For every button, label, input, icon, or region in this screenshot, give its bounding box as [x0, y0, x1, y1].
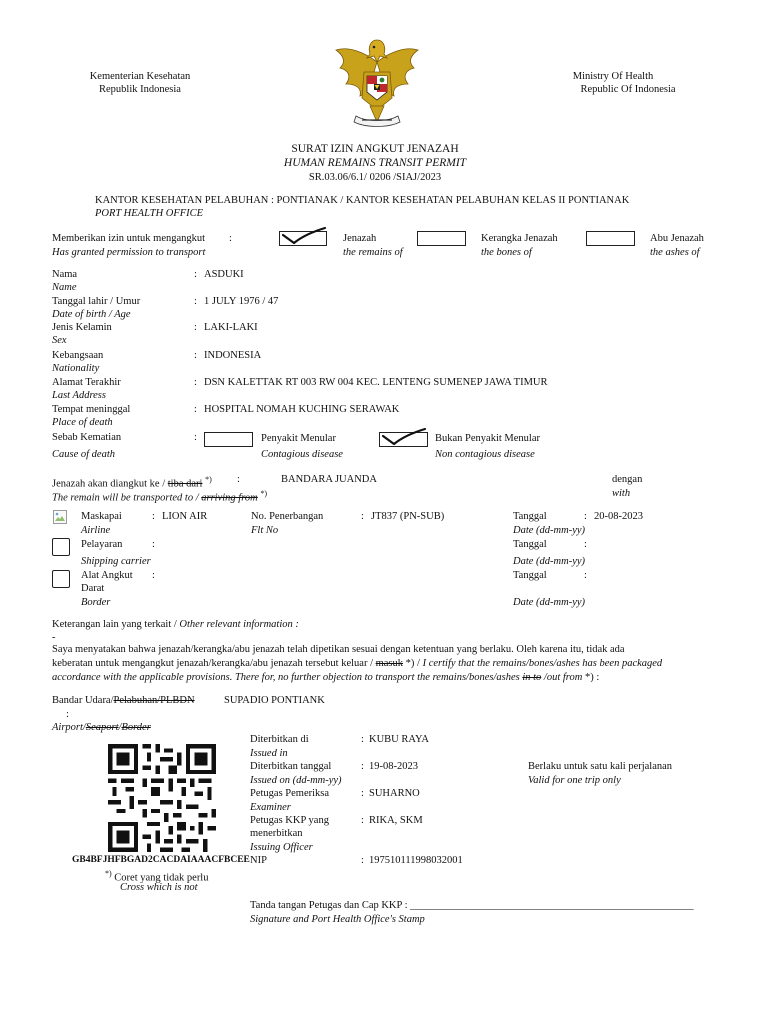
airline-value: LION AIR [162, 511, 208, 522]
contagious-checkbox[interactable] [204, 432, 253, 447]
land-label-line2: Darat [81, 583, 105, 594]
transport-colon: : [237, 474, 240, 485]
shipping-date-label-en: Date (dd-mm-yy) [513, 556, 586, 567]
contagious-option: Penyakit Menular [261, 433, 336, 444]
issued-in-label-en: Issued in [250, 748, 288, 759]
name-colon: : [194, 269, 197, 280]
issued-on-label-en: Issued on (dd-mm-yy) [250, 775, 342, 786]
airline-label: Maskapai [81, 511, 122, 522]
dob-label-en: Date of birth / Age [52, 309, 131, 320]
statement-line1: Saya menyatakan bahwa jenazah/kerangka/abu jenazah telah dipetikan sesuai dengan ketentuan yang berlaku. Oleh karena itu, tidak ada [52, 644, 625, 655]
bones-checkbox[interactable] [417, 231, 466, 246]
statement-line3 [52, 671, 599, 684]
non-contagious-option: Bukan Penyakit Menular [435, 433, 540, 444]
issuing-officer-label-line1: Petugas KKP yang [250, 815, 329, 826]
shipping-date-colon: : [584, 539, 587, 550]
name-label: Nama [52, 269, 78, 280]
address-label: Alamat Terakhir [52, 377, 121, 388]
flight-colon: : [361, 511, 364, 522]
remains-option: Jenazah [343, 233, 377, 244]
transport-label-en-footnote: *) [260, 489, 268, 498]
port-label-text: Bandar Udara/ [52, 695, 114, 706]
port-label [52, 694, 195, 707]
examiner-label-en: Examiner [250, 802, 291, 813]
transport-label-en-struck: arriving from [201, 492, 258, 504]
nationality-label: Kebangsaan [52, 350, 104, 361]
issued-on-value: 19-08-2023 [369, 761, 418, 772]
garuda-emblem-icon [334, 32, 420, 132]
airline-date-value: 20-08-2023 [594, 511, 643, 522]
strike-note-en: Cross which is not [120, 882, 198, 893]
statement-line2-text: keberatan untuk mengangkut jenazah/kerangka/abu jenazah tersebut keluar / [52, 658, 373, 669]
strike-note-footnote: *) [105, 869, 112, 878]
name-value: ASDUKI [204, 269, 244, 280]
shipping-label: Pelayaran [81, 539, 123, 550]
nationality-colon: : [194, 350, 197, 361]
land-label-line1: Alat Angkut [81, 570, 133, 581]
transport-label-text: Jenazah akan diangkut ke / [52, 478, 166, 490]
address-colon: : [194, 377, 197, 388]
issued-in-label: Diterbitkan di [250, 734, 309, 745]
republic-name-id: Republik Indonesia [99, 84, 181, 95]
permission-colon: : [229, 233, 232, 244]
ashes-option: Abu Jenazah [650, 233, 704, 244]
ministry-name-en: Ministry Of Health [572, 71, 654, 82]
airline-date-colon: : [584, 511, 587, 522]
office-name-en: PORT HEALTH OFFICE [95, 208, 204, 219]
land-label-en: Border [81, 597, 111, 608]
remains-option-en: the remains of [343, 247, 403, 258]
with-label: dengan [612, 474, 643, 485]
other-info-value: - [52, 632, 56, 643]
qr-code-text: GB4BFJHFBGAD2CACDAIAAACFBCEE [72, 855, 250, 865]
cause-label: Sebab Kematian [52, 432, 122, 443]
land-date-label: Tanggal [513, 570, 547, 581]
ashes-option-en: the ashes of [650, 247, 700, 258]
statement-line2-struck: masuk [375, 658, 404, 669]
shipping-checkbox[interactable] [52, 538, 70, 556]
port-value: SUPADIO PONTIANK [224, 695, 325, 706]
place-of-death-label: Tempat meninggal [52, 404, 131, 415]
port-label-en-struck2: Border [121, 722, 151, 733]
validity-note: Berlaku untuk satu kali perjalanan [528, 761, 673, 772]
sex-value: LAKI-LAKI [204, 322, 258, 333]
flight-label: No. Penerbangan [251, 511, 324, 522]
issuing-officer-label-line2: menerbitkan [250, 828, 303, 839]
airline-date-label-en: Date (dd-mm-yy) [513, 525, 586, 536]
transport-label-en [52, 487, 267, 505]
statement-line3-text: accordance with the applicable provisions. There for, no further objection to transport the remains/bones/ashes [52, 672, 520, 683]
broken-image-icon [53, 510, 67, 524]
shipping-colon: : [152, 539, 155, 550]
office-name: KANTOR KESEHATAN PELABUHAN : PONTIANAK / KANTOR KESEHATAN PELABUHAN KELAS II PONTIANAK [95, 195, 630, 206]
other-info-label-en: Other relevant information : [179, 619, 299, 630]
nip-value: 197510111998032001 [369, 855, 463, 866]
nip-colon: : [361, 855, 364, 866]
place-of-death-colon: : [194, 404, 197, 415]
issued-on-label: Diterbitkan tanggal [250, 761, 332, 772]
dob-label: Tanggal lahir / Umur [52, 296, 141, 307]
destination-value: BANDARA JUANDA [281, 474, 377, 485]
permission-label: Memberikan izin untuk mengangkut [52, 233, 206, 244]
permission-label-en: Has granted permission to transport [52, 247, 206, 258]
airline-colon: : [152, 511, 155, 522]
document-number: SR.03.06/6.1/ 0206 /SIAJ/2023 [308, 172, 442, 183]
check-icon [281, 226, 327, 246]
transport-label-footnote: *) [205, 475, 212, 484]
place-of-death-label-en: Place of death [52, 417, 113, 428]
shipping-date-label: Tanggal [513, 539, 547, 550]
dob-value: 1 JULY 1976 / 47 [204, 296, 279, 307]
other-info-label-text: Keterangan lain yang terkait / [52, 619, 177, 630]
airline-label-en: Airline [81, 525, 111, 536]
issued-in-colon: : [361, 734, 364, 745]
address-label-en: Last Address [52, 390, 106, 401]
cause-colon: : [194, 432, 197, 443]
sex-label-en: Sex [52, 335, 67, 346]
port-label-en-sep: / [118, 722, 122, 733]
land-checkbox[interactable] [52, 570, 70, 588]
document-title: SURAT IZIN ANGKUT JENAZAH [291, 143, 459, 155]
contagious-option-en: Contagious disease [261, 449, 343, 460]
flight-value: JT837 (PN-SUB) [371, 511, 445, 522]
non-contagious-option-en: Non contagious disease [435, 449, 535, 460]
issuing-officer-value: RIKA, SKM [369, 815, 423, 826]
transport-label-struck: tiba dari [167, 478, 203, 490]
port-label-en-text: Airport/ [52, 722, 86, 733]
statement-line3-struck: in to [522, 672, 542, 683]
issuing-officer-label-en: Issuing Officer [250, 842, 313, 853]
statement-line3-out: /out from [543, 672, 583, 683]
bones-option-en: the bones of [481, 247, 532, 258]
signature-label: Tanda tangan Petugas dan Cap KKP : ______________________________________________________ [250, 900, 694, 911]
document-title-en: HUMAN REMAINS TRANSIT PERMIT [283, 157, 467, 169]
statement-line3-footnote: *) : [584, 672, 600, 683]
qr-code-icon [106, 744, 218, 852]
republic-name-en: Republic Of Indonesia [580, 84, 676, 95]
port-colon: : [66, 709, 69, 720]
bones-option: Kerangka Jenazah [481, 233, 558, 244]
place-of-death-value: HOSPITAL NOMAH KUCHING SERAWAK [204, 404, 400, 415]
sex-colon: : [194, 322, 197, 333]
port-label-en [52, 721, 151, 734]
other-info-label [52, 618, 299, 631]
dob-colon: : [194, 296, 197, 307]
signature-label-en: Signature and Port Health Office's Stamp [250, 914, 425, 925]
flight-label-en: Flt No [251, 525, 279, 536]
nationality-value: INDONESIA [204, 350, 262, 361]
land-date-label-en: Date (dd-mm-yy) [513, 597, 586, 608]
statement-line2-en: I certify that the remains/bones/ashes has been packaged [422, 658, 663, 669]
land-colon: : [152, 570, 155, 581]
issuing-officer-colon: : [361, 815, 364, 826]
shipping-label-en: Shipping carrier [81, 556, 151, 567]
validity-note-en: Valid for one trip only [528, 775, 621, 786]
examiner-label: Petugas Pemeriksa [250, 788, 330, 799]
check-icon [381, 427, 427, 447]
nip-label: NIP [250, 855, 267, 866]
strike-note-text: Coret yang tidak perlu [114, 872, 209, 884]
cause-label-en: Cause of death [52, 449, 115, 460]
nationality-label-en: Nationality [52, 363, 100, 374]
address-value: DSN KALETTAK RT 003 RW 004 KEC. LENTENG SUMENEP JAWA TIMUR [204, 377, 548, 388]
issued-on-colon: : [361, 761, 364, 772]
land-date-colon: : [584, 570, 587, 581]
examiner-colon: : [361, 788, 364, 799]
ministry-name-id: Kementerian Kesehatan [89, 71, 191, 82]
transport-label-en-text: The remain will be transported to / [52, 492, 199, 504]
airline-date-label: Tanggal [513, 511, 547, 522]
examiner-value: SUHARNO [369, 788, 420, 799]
statement-line2-footnote: *) / [405, 658, 420, 669]
port-label-en-struck1: Seaport [85, 722, 119, 733]
sex-label: Jenis Kelamin [52, 322, 112, 333]
issued-in-value: KUBU RAYA [369, 734, 430, 745]
statement-line2 [52, 657, 662, 670]
name-label-en: Name [52, 282, 77, 293]
port-label-struck: Pelabuhan/PLBDN [113, 695, 195, 706]
with-label-en: with [612, 488, 631, 499]
ashes-checkbox[interactable] [586, 231, 635, 246]
